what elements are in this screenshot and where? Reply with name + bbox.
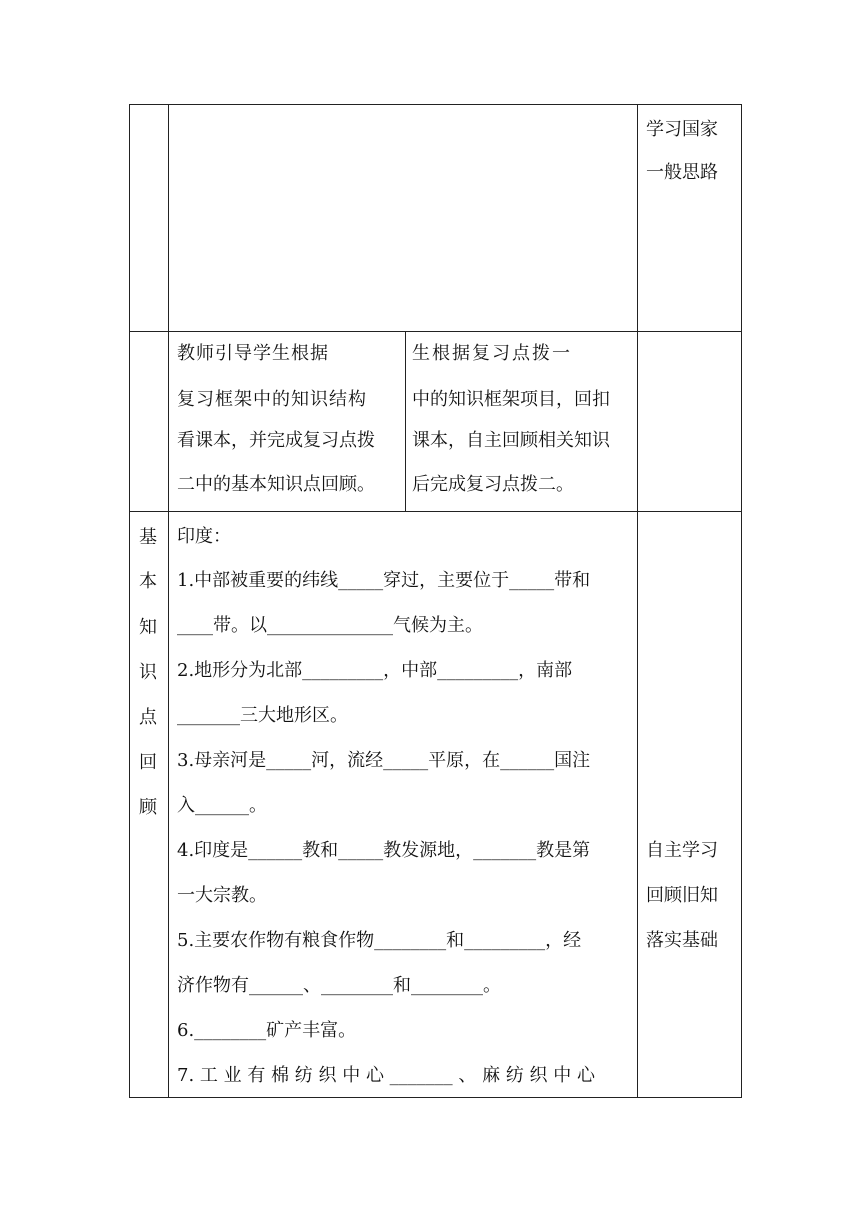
section-label-char: 识 xyxy=(139,662,157,683)
note-line: 回顾旧知 xyxy=(646,885,718,906)
teacher-line: 教师引导学生根据 xyxy=(177,343,329,364)
review-line: 5.主要农作物有粮食作物________和_________，经 xyxy=(177,930,582,951)
note-line: 自主学习 xyxy=(646,840,718,861)
student-line: 课本，自主回顾相关知识 xyxy=(412,430,610,451)
column-divider-note xyxy=(637,104,638,1098)
review-line: 7. 工 业 有 棉 纺 织 中 心 _______ 、 麻 纺 织 中 心 xyxy=(177,1065,595,1086)
column-divider-activity xyxy=(405,331,406,512)
note-line: 学习国家 xyxy=(646,119,718,140)
review-line: 1.中部被重要的纬线_____穿过，主要位于_____带和 xyxy=(177,570,591,591)
section-label-char: 点 xyxy=(139,707,157,728)
section-label-char: 回 xyxy=(139,752,157,773)
review-line: 入______。 xyxy=(177,795,267,816)
teacher-line: 复习框架中的知识结构 xyxy=(177,389,367,410)
table-left-border xyxy=(129,104,130,1098)
row2-bottom-border xyxy=(129,511,742,512)
review-line: ____带。以______________气候为主。 xyxy=(177,615,483,636)
review-line: 3.母亲河是_____河，流经_____平原，在______国注 xyxy=(177,750,591,771)
column-divider-label xyxy=(168,104,169,1098)
review-line: 2.地形分为北部_________，中部_________，南部 xyxy=(177,660,573,681)
section-label-char: 本 xyxy=(139,571,157,592)
review-line: _______三大地形区。 xyxy=(177,705,348,726)
review-line: 6.________矿产丰富。 xyxy=(177,1020,357,1041)
section-label-char: 知 xyxy=(139,617,157,638)
review-line: 4.印度是______教和_____教发源地，_______教是第 xyxy=(177,840,591,861)
note-line: 落实基础 xyxy=(646,930,718,951)
review-line: 济作物有______、________和________。 xyxy=(177,975,501,996)
section-label-char: 顾 xyxy=(139,797,157,818)
section-label-char: 基 xyxy=(139,527,157,548)
student-line: 后完成复习点拨二。 xyxy=(412,474,574,495)
review-line: 一大宗教。 xyxy=(177,885,267,906)
teacher-line: 二中的基本知识点回顾。 xyxy=(177,474,375,495)
teacher-line: 看课本，并完成复习点拨 xyxy=(177,430,375,451)
table-top-border xyxy=(129,104,742,105)
review-line: 印度： xyxy=(177,526,231,547)
student-line: 中的知识框架项目，回扣 xyxy=(412,389,610,410)
note-line: 一般思路 xyxy=(646,162,718,183)
student-line: 生根据复习点拨一 xyxy=(412,343,572,364)
table-right-border xyxy=(741,104,742,1098)
